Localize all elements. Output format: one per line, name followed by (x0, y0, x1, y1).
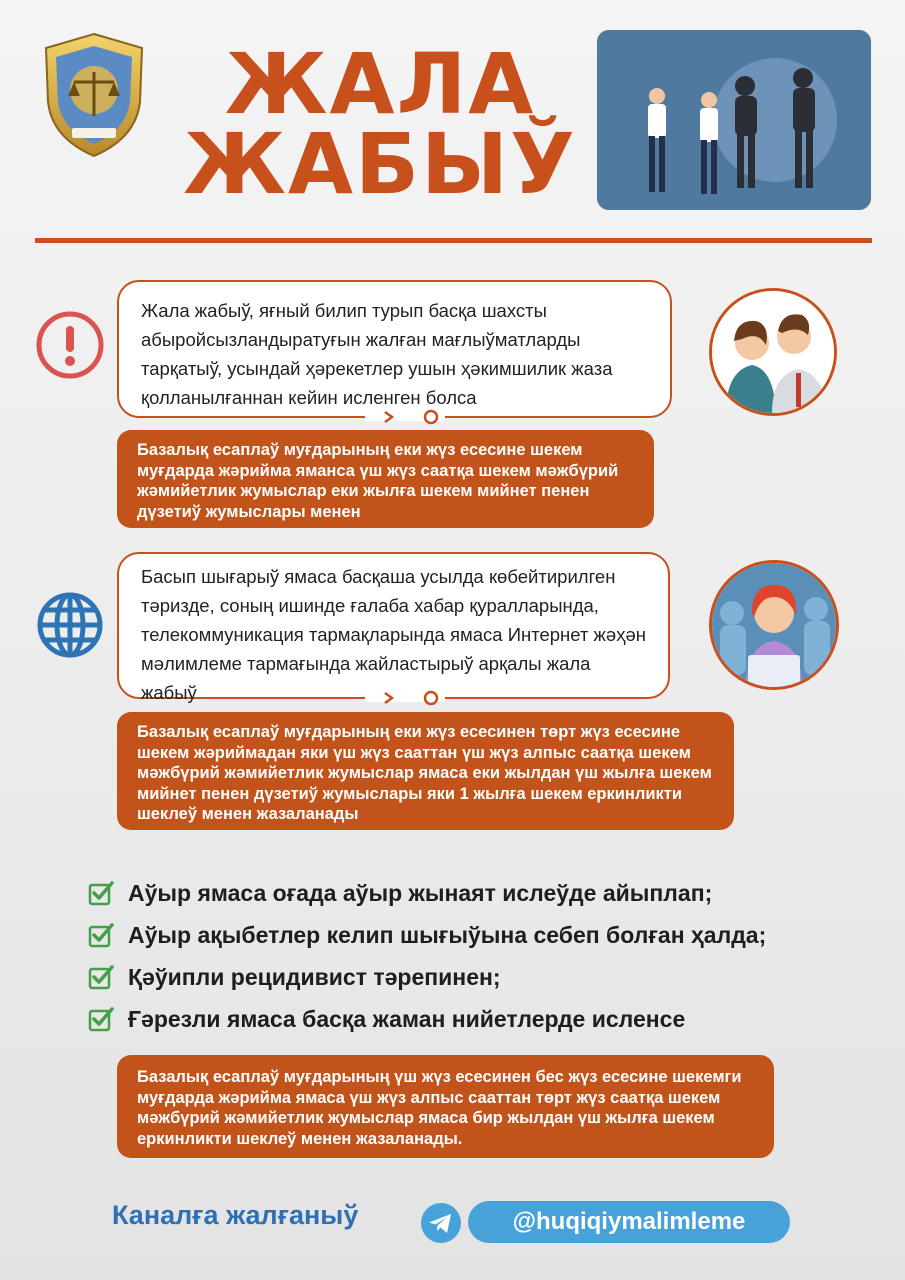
card-connector (365, 409, 455, 425)
checkbox-checked-icon (88, 1006, 114, 1032)
checkbox-checked-icon (88, 880, 114, 906)
list-item-text: Аўыр ақыбетлер келип шығыўына себеп болған ҳалда; (128, 921, 767, 948)
public-slander-card: Басып шығарыў ямаса басқаша усылда көбейтирилген тәризде, соның ишинде ғалаба хабар қуралларында, телекоммуникация тармақларында ямаса Интернет жәҳән мәлимлеме тармағында жайластырыў арқалы жала жабыў (117, 552, 670, 699)
list-item-text: Ғәрезли ямаса басқа жаман нийетлерде исленсе (128, 1005, 686, 1032)
checkbox-checked-icon (88, 922, 114, 948)
list-item-text: Қәўипли рецидивист тәрепинен; (128, 963, 501, 990)
list-item (88, 956, 848, 998)
penalty-box-2: Базалық есаплаў муғдарының еки жүз есесинен төрт жүз есесине шекем жәриймадан яки үш жүз сааттан үш жүз алпыс саатқа шекем мәжбүрий жәмийетлик жумыслар ямаса еки жылдан үш жылға шекем мийнет пенен дүзетиў жумыслары яки 1 жылға шекем еркинликти шеклеў менен жазаланады (117, 712, 734, 830)
page-title-line-1: ЖАЛА (224, 35, 536, 133)
exclamation-icon (35, 310, 105, 380)
penalty-box-1: Базалық есаплаў муғдарының еки жүз есесине шекем муғдарда жәрийма яманса үш жүз саатқа шекем мәжбүрий жәмийетлик жумыслар еки жылға шекем мийнет пенен дүзетиў жумыслары менен (117, 430, 654, 528)
list-item (88, 914, 848, 956)
checkbox-checked-icon (88, 964, 114, 990)
channel-join-label: Каналға жалғаныў (112, 1200, 359, 1230)
slander-definition-card: Жала жабыў, яғный билип турып басқа шахсты абыройсызландыратуғын жалған мағлыўматларды тарқатыў, усындай ҳәрекетлер ушын ҳәкимшилик жаза қолланылғаннан кейин исленген болса (117, 280, 672, 418)
list-item-text: Аўыр ямаса оғада аўыр жынаят ислеўде айыплап; (128, 879, 713, 906)
card-connector (365, 690, 455, 706)
whispering-people-illustration (709, 288, 837, 416)
telegram-icon[interactable] (420, 1202, 462, 1244)
globe-icon (35, 590, 105, 660)
ministry-logo (38, 30, 150, 160)
list-item (88, 998, 848, 1040)
online-harassment-illustration (709, 560, 839, 690)
header-divider (35, 238, 872, 243)
page-title-line-2: ЖАБЫЎ (183, 115, 577, 213)
penalty-box-3: Базалық есаплаў муғдарының үш жүз есесинен бес жүз есесине шекемги муғдарда жәрийма ямаса үш жүз алпыс сааттан төрт жүз саатқа шекем мәжбүрий жәмийетлик жумыслар ямаса бир жылдан үш жылға шекем еркинликти шеклеў менен жазаланады. (117, 1055, 774, 1158)
telegram-channel-link[interactable]: @huqiqiymalimleme (468, 1201, 790, 1243)
slander-people-illustration (597, 30, 871, 210)
aggravating-circumstances-list (88, 872, 848, 1040)
list-item (88, 872, 848, 914)
